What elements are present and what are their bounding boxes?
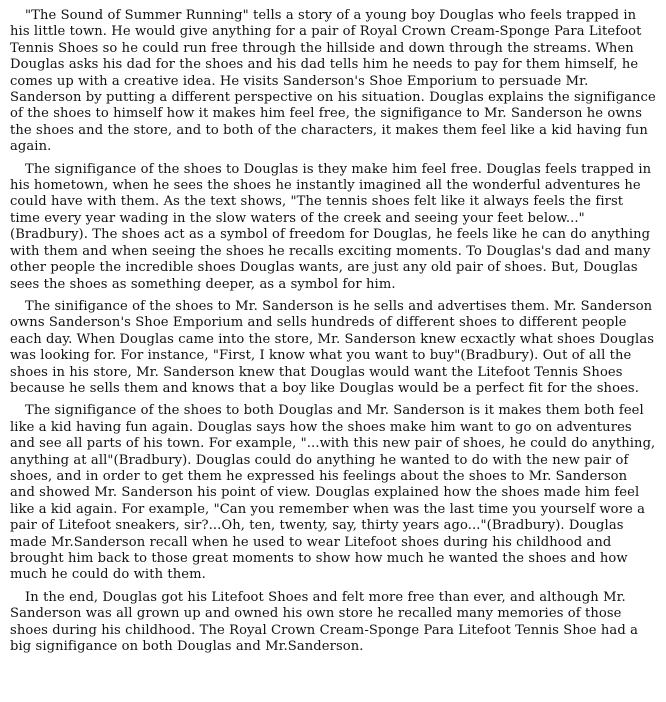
- paragraph-both: The signifigance of the shoes to both Douglas and Mr. Sanderson is it makes them both feel like a kid having fun again. Douglas says how the shoes make him want to go on adventures and see all parts of his town. For example, "...with this new pair of shoes, he could do anything, anything at all"(Bradbury). Douglas could do anything he wanted to do with the new pair of shoes, and in order to get them he expressed his feelings about the shoes to Mr. Sanderson and showed Mr. Sanderson his point of view. Douglas explained how the shoes made him feel like a kid again. For example, "Can you remember when was the last time you yourself wore a pair of Litefoot sneakers, sir?...Oh, ten, twenty, say, thirty years ago..."(Bradbury). Douglas made Mr.Sanderson recall when he used to wear Litefoot shoes during his childhood and brought him back to those great moments to show how much he wanted the shoes and how much he could do with them.: [10, 403, 656, 583]
- paragraph-douglas: The signifigance of the shoes to Douglas is they make him feel free. Douglas feels trapped in his hometown, when he sees the shoes he instantly imagined all the wonderful adventures he could have with them. As the text shows, "The tennis shoes felt like it always feels the first time every year wading in the slow waters of the creek and seeing your feet below..."(Bradbury). The shoes act as a symbol of freedom for Douglas, he feels like he can do anything with them and when seeing the shoes he recalls exciting moments. To Douglas's dad and many other people the incredible shoes Douglas wants, are just any old pair of shoes. But, Douglas sees the shoes as something deeper, as a symbol for him.: [10, 161, 652, 292]
- paragraph-conclusion: In the end, Douglas got his Litefoot Shoes and felt more free than ever, and although Mr. Sanderson was all grown up and owned his own store he recalled many memories of those shoes during his childhood. The Royal Crown Cream-Sponge Para Litefoot Tennis Shoe had a big signifigance on both Douglas and Mr.Sanderson.: [10, 589, 638, 655]
- paragraph-mr-sanderson: The sinifigance of the shoes to Mr. Sanderson is he sells and advertises them. Mr. Sanderson owns Sanderson's Shoe Emporium and sells hundreds of different shoes to different people each day. When Douglas came into the store, Mr. Sanderson knew ecxactly what shoes Douglas was looking for. For instance, "First, I know what you want to buy"(Bradbury). Out of all the shoes in his store, Mr. Sanderson knew that Douglas would want the Litefoot Tennis Shoes because he sells them and knows that a boy like Douglas would be a perfect fit for the shoes.: [10, 298, 655, 396]
- paragraph-introduction: "The Sound of Summer Running" tells a story of a young boy Douglas who feels trapped in his little town. He would give anything for a pair of Royal Crown Cream-Sponge Para Litefoot Tennis Shoes so he could run free through the hillside and down through the streams. When Douglas asks his dad for the shoes and his dad tells him he needs to pay for them himself, he comes up with a creative idea. He visits Sanderson's Shoe Emporium to persuade Mr. Sanderson by putting a different perspective on his situation. Douglas explains the signifigance of the shoes to himself how it makes him feel free, the signifigance to Mr. Sanderson he owns the shoes and the store, and to both of the characters, it makes them feel like a kid having fun again.: [10, 8, 656, 155]
